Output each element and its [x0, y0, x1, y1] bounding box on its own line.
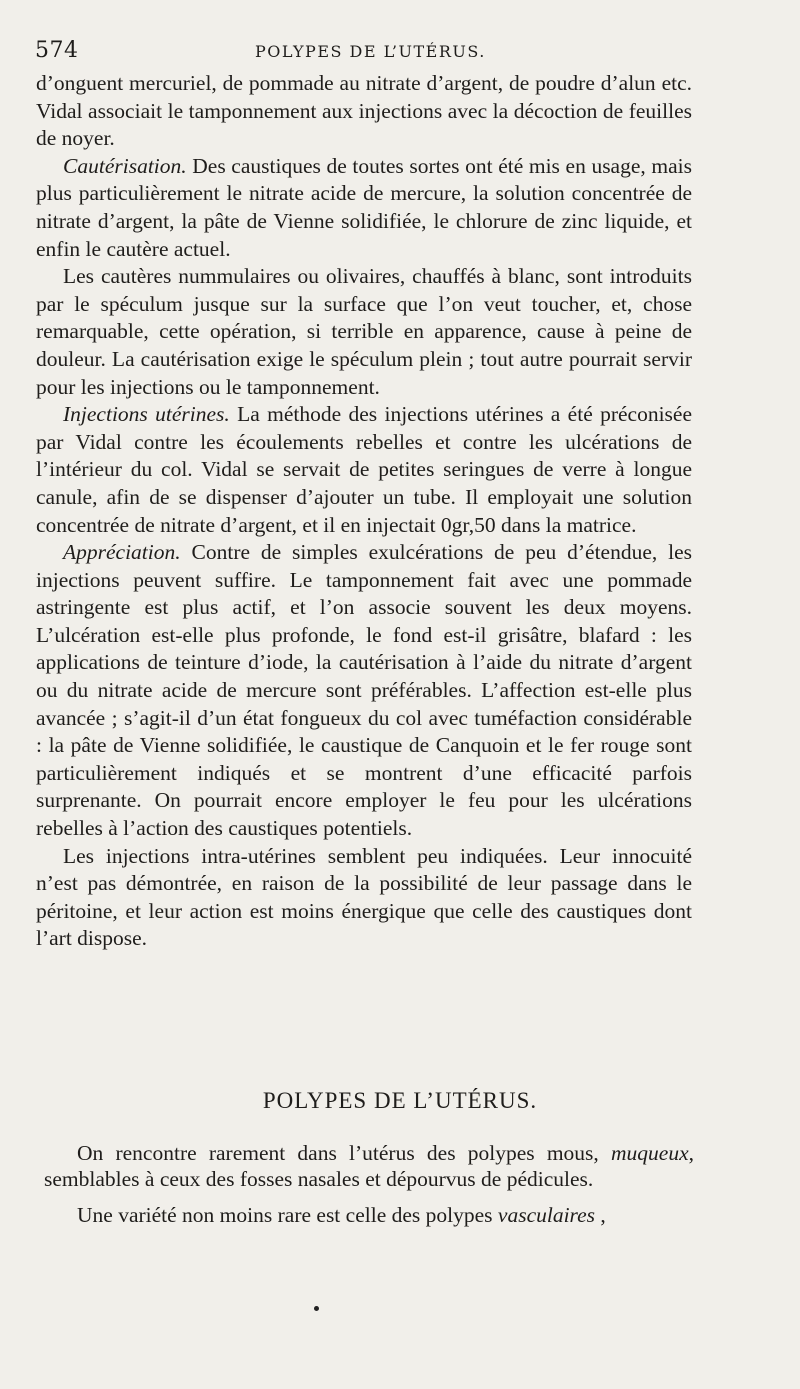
paragraph — [44, 1202, 694, 1228]
italic-term: vasculaires — [497, 1203, 596, 1227]
paragraph-lead: Injections utérines. — [63, 402, 230, 427]
paragraph — [36, 263, 692, 401]
paragraph-lead: Appréciation. — [63, 540, 181, 565]
paragraph-text: Des caustiques de toutes sortes ont été mis en usage, mais plus particulièrement le nitrate acide de mercure, la solution concentrée de nitrate d’argent, la pâte de Vienne solidifiée, le chlorure de zinc liquide, et enfin le cautère actuel. — [36, 153, 692, 261]
ink-speck — [314, 1306, 319, 1311]
body-text — [36, 70, 692, 953]
paragraph-text: Les cautères nummulaires ou olivaires, chauffés à blanc, sont introduits par le spéculum jusque sur la surface que l’on veut toucher, et, chose remarquable, cette opération, si terrible en apparence, cause à peine de douleur. La cautérisation exige le spéculum plein ; tout autre pourrait servir pour les injections ou le tamponnement. — [36, 264, 692, 399]
paragraph-text: d’onguent mercuriel, de pommade au nitrate d’argent, de poudre d’alun etc. Vidal associait le tamponnement aux injections avec la décoction de feuilles de noyer. — [36, 71, 692, 151]
paragraph-lead: Cautérisation. — [63, 153, 187, 178]
paragraph — [36, 70, 692, 153]
paragraph — [36, 153, 692, 263]
paragraph — [36, 539, 692, 843]
paragraph — [36, 843, 692, 953]
paragraph-text: , semblables à ceux des fosses nasales et dépourvus de pédicules. — [44, 1141, 694, 1191]
paragraph-text: , — [595, 1203, 606, 1227]
paragraph-text: On rencontre rarement dans l’utérus des polypes mous, — [77, 1141, 611, 1165]
paragraph-text: La méthode des injections utérines a été préconisée par Vidal contre les écoulements rebelles et contre les ulcérations de l’intérieur du col. Vidal se servait de petites seringues de verre à longue canule, afin de se dispenser d’ajouter un tube. Il employait une solution concentrée de nitrate d’argent, et il en injectait 0gr,50 dans la matrice. — [36, 402, 692, 537]
paragraph — [36, 401, 692, 539]
page-header — [35, 38, 695, 68]
paragraph-text: Contre de simples exulcérations de peu d’étendue, les injections peuvent suffire. Le tamponnement fait avec une pommade astringente est plus actif, et l’on associe souvent les deux moyens. L’ulcération est-elle plus profonde, le fond est-il grisâtre, blafard : les applications de teinture d’iode, la cautérisation à l’aide du nitrate d’argent ou du nitrate acide de mercure sont préférables. L’affection est-elle plus avancée ; s’agit-il d’un état fongueux du col avec tuméfaction considérable : la pâte de Vienne solidifiée, le caustique de Canquoin et le fer rouge sont particulièrement indiqués et se montrent d’une efficacité parfois surprenante. On pourrait encore employer le feu pour les ulcérations rebelles à l’action des caustiques potentiels. — [36, 540, 692, 841]
paragraph — [44, 1140, 694, 1192]
italic-term: muqueux — [611, 1141, 689, 1165]
running-head: POLYPES DE L’UTÉRUS. — [255, 42, 486, 61]
page-number: 574 — [35, 38, 79, 63]
section-title: POLYPES DE L’UTÉRUS. — [262, 1088, 538, 1113]
section-body — [44, 1140, 694, 1238]
paragraph-text: Une variété non moins rare est celle des polypes — [77, 1203, 498, 1227]
paragraph-text: Les injections intra-utérines semblent peu indiquées. Leur innocuité n’est pas démontrée, en raison de la possibilité de leur passage dans le péritoine, et leur action est moins énergique que celle des caustiques dont l’art dispose. — [36, 843, 692, 951]
